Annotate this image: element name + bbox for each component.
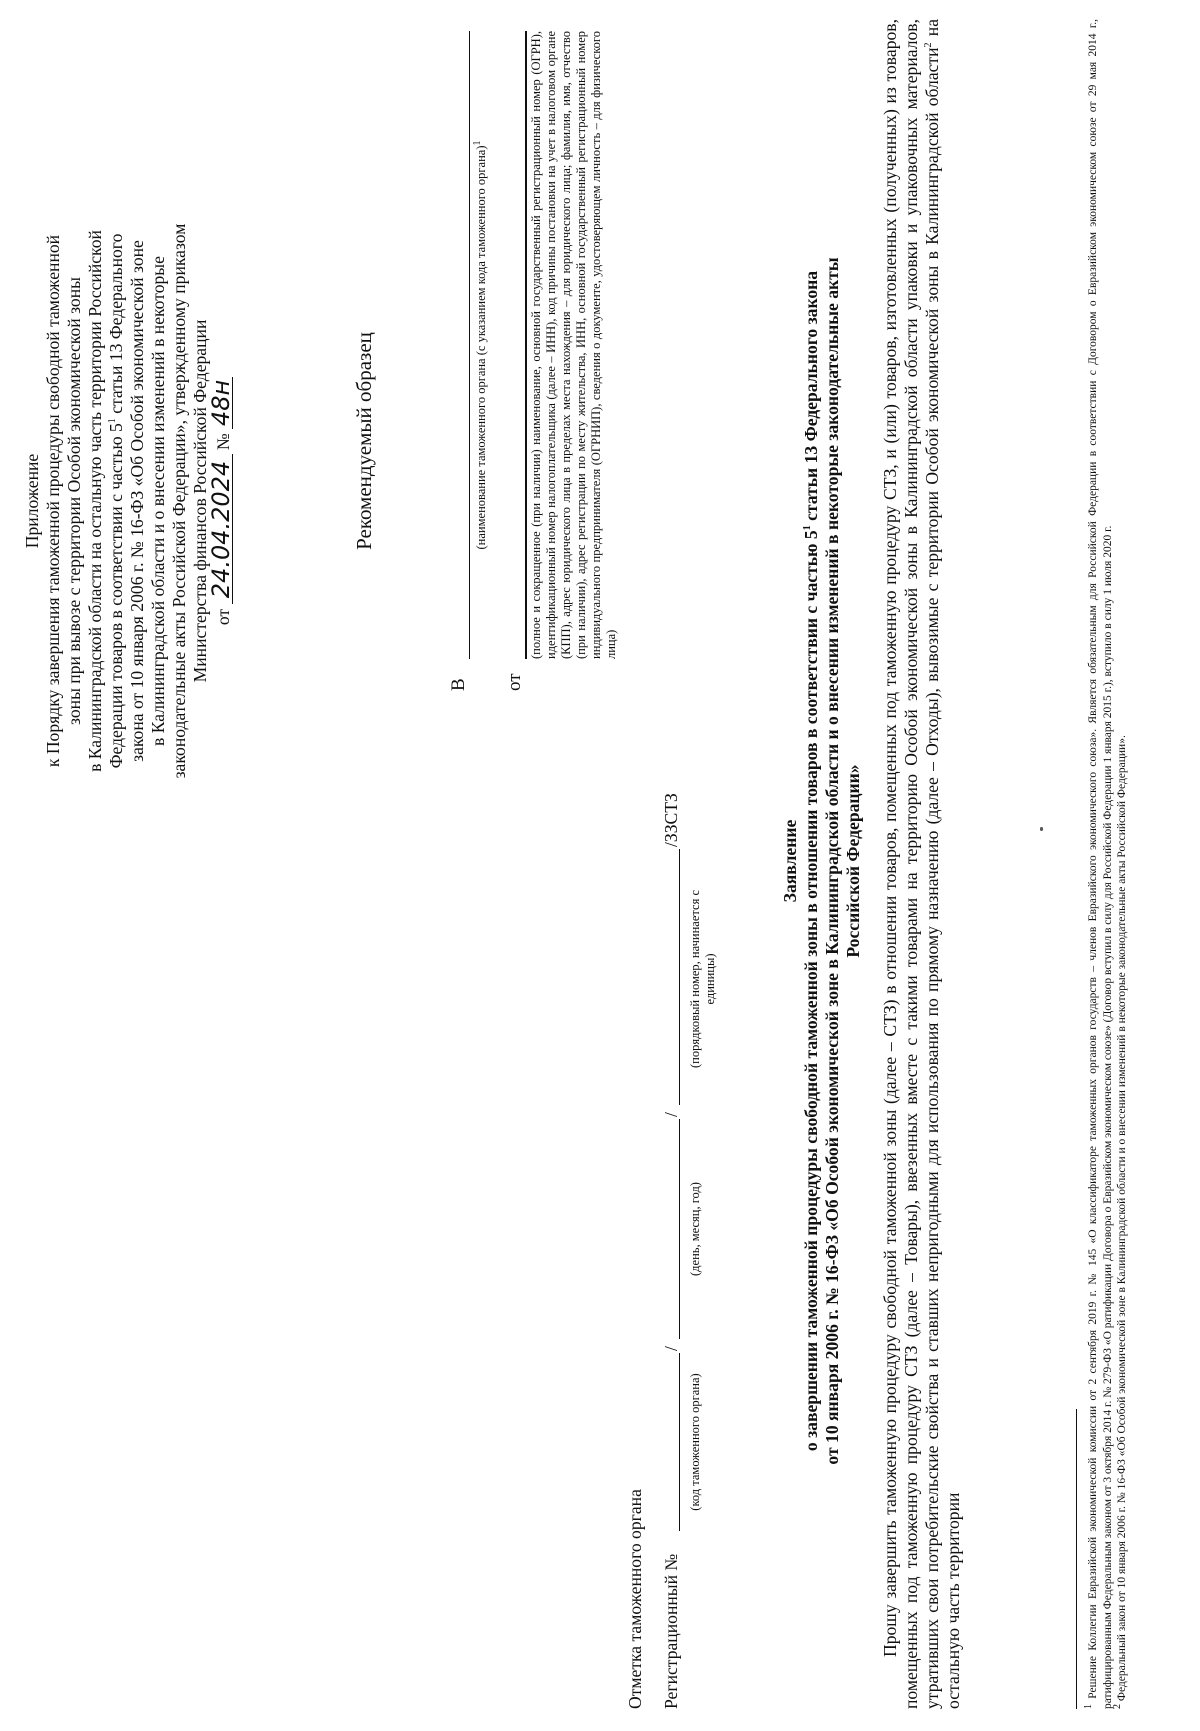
appendix-line: Федерации товаров в соответствии с частью $5^1$ статьи 13 Федерального — [106, 233, 126, 769]
customs-code-field[interactable] — [678, 1353, 680, 1531]
registration-suffix: /ЗЗСТЗ — [661, 793, 681, 847]
appendix-line: зоны при вывозе с территории Особой экономической зоны — [64, 277, 84, 725]
registration-label: Регистрационный № — [661, 1553, 681, 1709]
appendix-line: в Калининградской области и о внесении изменений в некоторые — [148, 256, 168, 746]
date-caption: (день, месяц, год) — [688, 1182, 702, 1276]
appendix-line: законодательные акты Российской Федерации», утвержденному приказом — [169, 223, 189, 779]
statement-title: Заявление — [780, 819, 800, 903]
footnotes — [1083, 18, 1130, 1709]
customs-mark-title: Отметка таможенного органа — [625, 1489, 645, 1709]
registration-date-field[interactable] — [678, 1119, 680, 1339]
from-row — [503, 31, 526, 691]
scan-speck — [1040, 827, 1043, 831]
footnote-divider — [1076, 1409, 1077, 1709]
addressee-block — [447, 31, 619, 691]
to-row — [447, 31, 470, 691]
order-reference — [207, 21, 235, 981]
order-from-label: от — [213, 608, 233, 626]
statement-subtitle-line: Российской Федерации» — [843, 764, 863, 958]
appendix-line: в Калининградской области на остальную часть территории Российской — [85, 230, 105, 772]
statement-heading — [780, 51, 864, 1671]
appendix-header — [22, 21, 234, 981]
to-label: В — [448, 678, 469, 691]
footnote-2: $^2$ Федеральный закон от 10 января 2006 г. № 16-ФЗ «Об Особой экономической зоне в Калининградской области и о внесении изменений в некоторые законодательные акты Российской Федерации». — [1112, 735, 1128, 1709]
registration-number-row — [656, 729, 686, 1709]
serial-number-field[interactable] — [678, 849, 680, 1105]
from-label: от — [504, 673, 525, 691]
statement-body: Прошу завершить таможенную процедуру свободной таможенной зоны (далее – СТЗ) в отношении товаров, помещенных под таможенную процедуру СТЗ, и (или) товаров, изготовленных (полученных) из товаров, помещенных под таможенную процедуру СТЗ (далее – Товары), ввезенных вместе с такими товарами на территорию Особой экономической зоны в Калининградской области упаковки и упаковочных материалов, утративших свои потребительские свойства и ставших непригодными для использования по прямому назначению (далее – Отходы), вывозимые с территории Особой экономической зоны в Калининградской области$^2$ на остальную часть территории — [880, 18, 963, 1709]
to-caption: (наименование таможенного органа (с указанием кода таможенного органа)$^1$ — [471, 140, 488, 550]
footnote-1: $^1$ Решение Коллегии Евразийской экономической комиссии от 2 сентября 2019 г. № 145 «О классификаторе таможенных органов государств – членов Евразийского экономического союза». Является обязательным для Российской Федерации в соответствии с Договором о Евразийском экономическом союзе от 29 мая 2014 г., ратифицированным Федеральным законом от 3 октября 2014 г. № 279-ФЗ «О ратификации Договора о Евразийском экономическом союзе» (Договор вступил в силу для Российской Федерации 1 января 2015 г.), вступило в силу 1 июля 2020 г. — [1083, 18, 1114, 1709]
statement-subtitle-line: от 10 января 2006 г. № 16-ФЗ «Об Особой экономической зоне в Калининградской области и о внесении изменений в некоторые законодательные акты — [822, 257, 842, 1465]
customs-mark-block — [625, 729, 726, 1709]
registration-captions — [686, 729, 726, 1709]
order-date-handwritten: 24.04.2024 — [211, 454, 233, 604]
separator: / — [661, 1112, 681, 1117]
customs-code-caption: (код таможенного органа) — [688, 1373, 702, 1511]
separator: / — [661, 1346, 681, 1351]
appendix-line: Министерства финансов Российской Федерации — [190, 319, 210, 683]
customs-authority-field[interactable] — [447, 31, 470, 659]
applicant-field[interactable] — [503, 31, 526, 659]
appendix-title: Приложение — [22, 453, 42, 549]
appendix-line: к Порядку завершения таможенной процедуры свободной таможенной — [43, 234, 63, 768]
order-number-label: № — [213, 433, 233, 451]
statement-subtitle-line: о завершении таможенной процедуры свободной таможенной зоны в отношении товаров в соответствии с частью $5^1$ статьи 13 Федерального закона — [801, 270, 821, 1452]
serial-caption: (порядковый номер, начинается с единицы) — [688, 890, 717, 1069]
recommended-sample-label: Рекомендуемый образец — [352, 332, 376, 550]
appendix-line: закона от 10 января 2006 г. № 16-ФЗ «Об Особой экономической зоне — [127, 240, 147, 762]
applicant-caption: (полное и сокращенное (при наличии) наименование, основной государственный регистрационный номер (ОГРН), идентификационный номер налогоплательщика (далее – ИНН), код причины постановки на учет в налоговом органе (КПП), адрес юридического лица в пределах места нахождения – для юридического лица; фамилия, имя, отчество (при наличии), адрес регистрации по месту жительства, ИНН, основной государственный регистрационный номер индивидуального предпринимателя (ОГРНИП), сведения о документе, удостоверяющем личность – для физического лица) — [526, 31, 619, 659]
order-number-handwritten: 48н — [211, 377, 233, 429]
